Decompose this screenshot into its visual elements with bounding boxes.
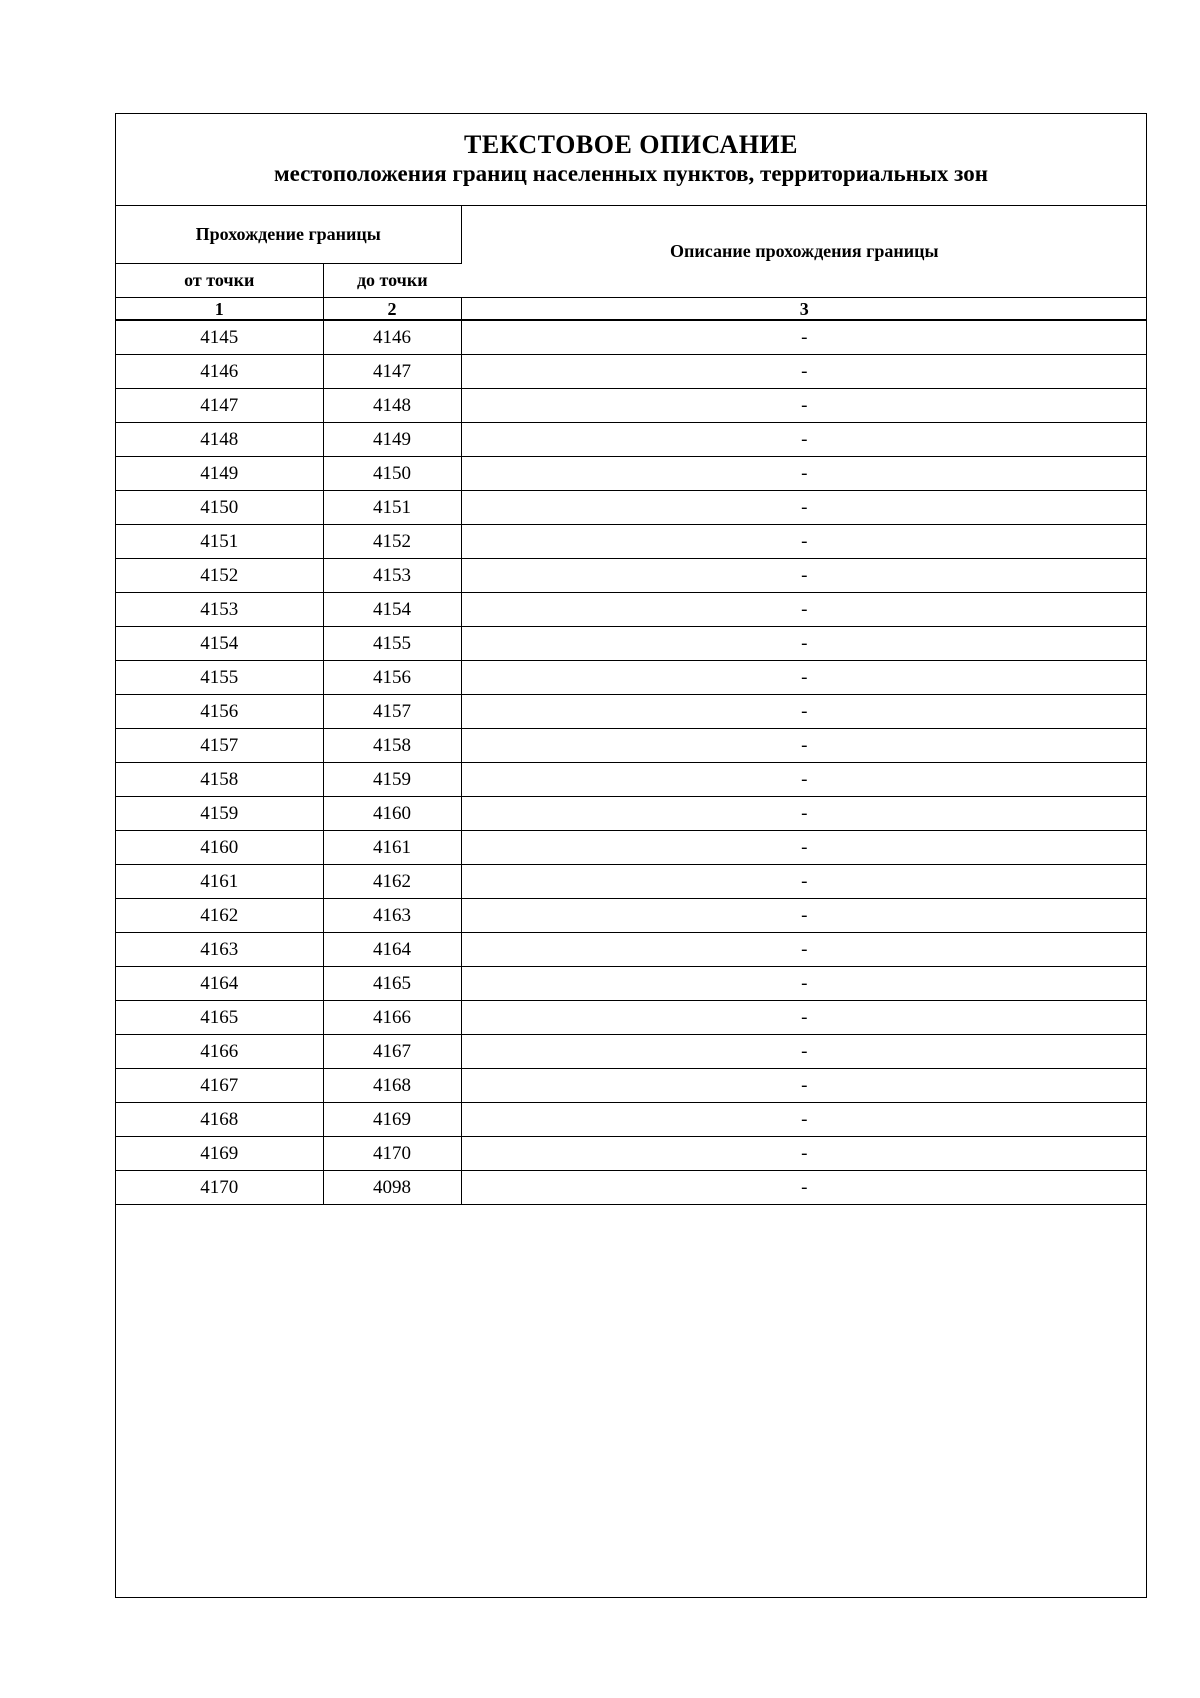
cell-description: - [461, 423, 1147, 457]
cell-to-point: 4155 [323, 627, 461, 661]
cell-to-point: 4168 [323, 1069, 461, 1103]
cell-description: - [461, 1035, 1147, 1069]
table-row [116, 627, 1147, 661]
cell-to-point: 4169 [323, 1103, 461, 1137]
table-row [116, 695, 1147, 729]
cell-to-point: 4162 [323, 865, 461, 899]
cell-from-point: 4158 [116, 763, 323, 797]
cell-from-point: 4167 [116, 1069, 323, 1103]
cell-description: - [461, 729, 1147, 763]
cell-description: - [461, 491, 1147, 525]
table-row [116, 933, 1147, 967]
cell-description: - [461, 593, 1147, 627]
cell-description: - [461, 389, 1147, 423]
cell-to-point: 4150 [323, 457, 461, 491]
header-to-point: до точки [323, 264, 461, 298]
table-row [116, 1001, 1147, 1035]
cell-description: - [461, 559, 1147, 593]
table-row [116, 389, 1147, 423]
cell-from-point: 4156 [116, 695, 323, 729]
document-subtitle: местоположения границ населенных пунктов, территориальных зон [274, 161, 988, 186]
table-row [116, 525, 1147, 559]
column-number-3: 3 [461, 298, 1147, 321]
cell-description: - [461, 797, 1147, 831]
table-row [116, 1137, 1147, 1171]
cell-from-point: 4145 [116, 320, 323, 355]
cell-description: - [461, 933, 1147, 967]
table-row [116, 661, 1147, 695]
header-from-point: от точки [116, 264, 323, 298]
table-row [116, 1103, 1147, 1137]
cell-from-point: 4151 [116, 525, 323, 559]
table-row [116, 865, 1147, 899]
cell-from-point: 4149 [116, 457, 323, 491]
cell-from-point: 4168 [116, 1103, 323, 1137]
header-description: Описание прохождения границы [461, 206, 1147, 298]
cell-from-point: 4154 [116, 627, 323, 661]
cell-from-point: 4161 [116, 865, 323, 899]
cell-from-point: 4152 [116, 559, 323, 593]
table-row [116, 559, 1147, 593]
cell-to-point: 4159 [323, 763, 461, 797]
header-row-numbers [116, 298, 1147, 321]
cell-description: - [461, 967, 1147, 1001]
cell-to-point: 4161 [323, 831, 461, 865]
cell-description: - [461, 695, 1147, 729]
table-row [116, 593, 1147, 627]
cell-description: - [461, 1001, 1147, 1035]
cell-from-point: 4160 [116, 831, 323, 865]
cell-from-point: 4166 [116, 1035, 323, 1069]
cell-to-point: 4154 [323, 593, 461, 627]
cell-description: - [461, 763, 1147, 797]
cell-to-point: 4167 [323, 1035, 461, 1069]
cell-to-point: 4170 [323, 1137, 461, 1171]
table-row [116, 457, 1147, 491]
table-row [116, 423, 1147, 457]
document-frame [115, 113, 1147, 1598]
cell-from-point: 4153 [116, 593, 323, 627]
cell-from-point: 4163 [116, 933, 323, 967]
cell-description: - [461, 627, 1147, 661]
cell-from-point: 4147 [116, 389, 323, 423]
document-title: ТЕКСТОВОЕ ОПИСАНИЕ [463, 130, 798, 159]
cell-from-point: 4150 [116, 491, 323, 525]
table-body [116, 320, 1147, 1205]
cell-from-point: 4146 [116, 355, 323, 389]
table-row [116, 1035, 1147, 1069]
cell-from-point: 4169 [116, 1137, 323, 1171]
column-number-1: 1 [116, 298, 323, 321]
table-row [116, 1171, 1147, 1205]
cell-from-point: 4170 [116, 1171, 323, 1205]
column-number-2: 2 [323, 298, 461, 321]
cell-description: - [461, 525, 1147, 559]
cell-description: - [461, 355, 1147, 389]
cell-from-point: 4157 [116, 729, 323, 763]
cell-to-point: 4147 [323, 355, 461, 389]
cell-from-point: 4162 [116, 899, 323, 933]
cell-description: - [461, 661, 1147, 695]
cell-to-point: 4151 [323, 491, 461, 525]
cell-description: - [461, 1103, 1147, 1137]
table-row [116, 1069, 1147, 1103]
title-block [116, 114, 1146, 206]
cell-description: - [461, 457, 1147, 491]
cell-to-point: 4098 [323, 1171, 461, 1205]
cell-description: - [461, 899, 1147, 933]
cell-to-point: 4156 [323, 661, 461, 695]
table-row [116, 355, 1147, 389]
table-row [116, 763, 1147, 797]
table-row [116, 729, 1147, 763]
table-row [116, 491, 1147, 525]
group-header-boundary-passage: Прохождение границы [116, 206, 461, 264]
table-row [116, 831, 1147, 865]
header-row-group [116, 206, 1147, 264]
cell-from-point: 4155 [116, 661, 323, 695]
cell-from-point: 4164 [116, 967, 323, 1001]
cell-to-point: 4166 [323, 1001, 461, 1035]
cell-to-point: 4146 [323, 320, 461, 355]
cell-to-point: 4152 [323, 525, 461, 559]
table-row [116, 899, 1147, 933]
cell-to-point: 4153 [323, 559, 461, 593]
cell-description: - [461, 1171, 1147, 1205]
cell-to-point: 4149 [323, 423, 461, 457]
cell-from-point: 4165 [116, 1001, 323, 1035]
cell-to-point: 4165 [323, 967, 461, 1001]
cell-description: - [461, 1137, 1147, 1171]
table-row [116, 797, 1147, 831]
cell-description: - [461, 865, 1147, 899]
cell-to-point: 4148 [323, 389, 461, 423]
cell-description: - [461, 1069, 1147, 1103]
cell-to-point: 4163 [323, 899, 461, 933]
cell-from-point: 4159 [116, 797, 323, 831]
cell-to-point: 4157 [323, 695, 461, 729]
cell-description: - [461, 831, 1147, 865]
table-row [116, 320, 1147, 355]
cell-description: - [461, 320, 1147, 355]
table-row [116, 967, 1147, 1001]
boundary-table [116, 206, 1147, 1205]
cell-to-point: 4164 [323, 933, 461, 967]
cell-to-point: 4158 [323, 729, 461, 763]
cell-from-point: 4148 [116, 423, 323, 457]
cell-to-point: 4160 [323, 797, 461, 831]
